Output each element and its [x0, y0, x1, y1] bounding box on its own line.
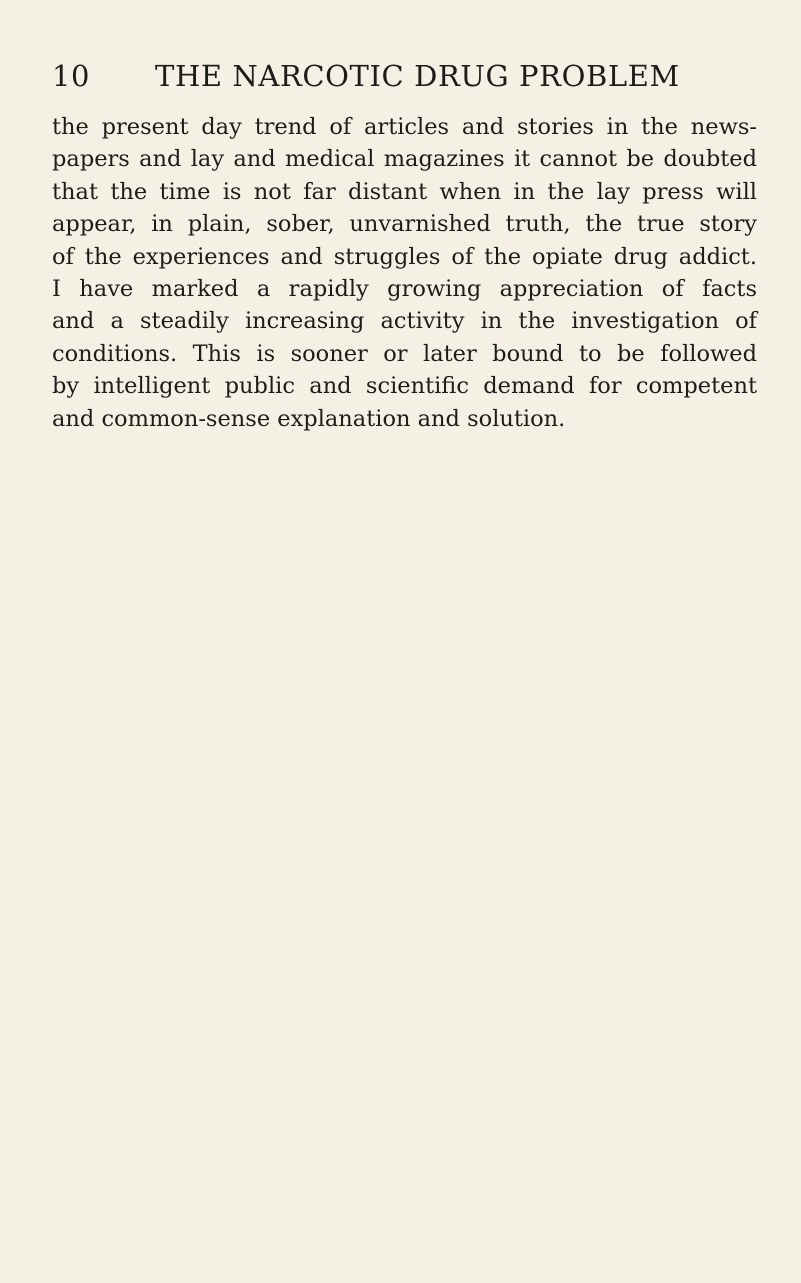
text-line: and a steadily increasing activity in the investigation of	[52, 308, 757, 335]
text-line: conditions. This is sooner or later bound to be followed	[52, 340, 757, 367]
text-line: papers and lay and medical magazines it cannot be doubted	[52, 146, 757, 173]
running-title: THE NARCOTIC DRUG PROBLEM	[155, 59, 680, 93]
text-line: I have marked a rapidly growing appreciation of facts	[52, 275, 757, 302]
page-number: 10	[52, 59, 90, 93]
text-line: and common-sense explanation and solution.	[52, 405, 566, 432]
running-head	[52, 56, 757, 96]
body-paragraph	[52, 111, 757, 435]
text-line: appear, in plain, sober, unvarnished truth, the true story	[52, 211, 757, 238]
text-line: of the experiences and struggles of the opiate drug addict.	[52, 243, 757, 270]
text-line: that the time is not far distant when in the lay press will	[52, 178, 757, 205]
text-line: by intelligent public and scientific demand for competent	[52, 373, 757, 400]
text-line: the present day trend of articles and stories in the news-	[52, 114, 757, 140]
